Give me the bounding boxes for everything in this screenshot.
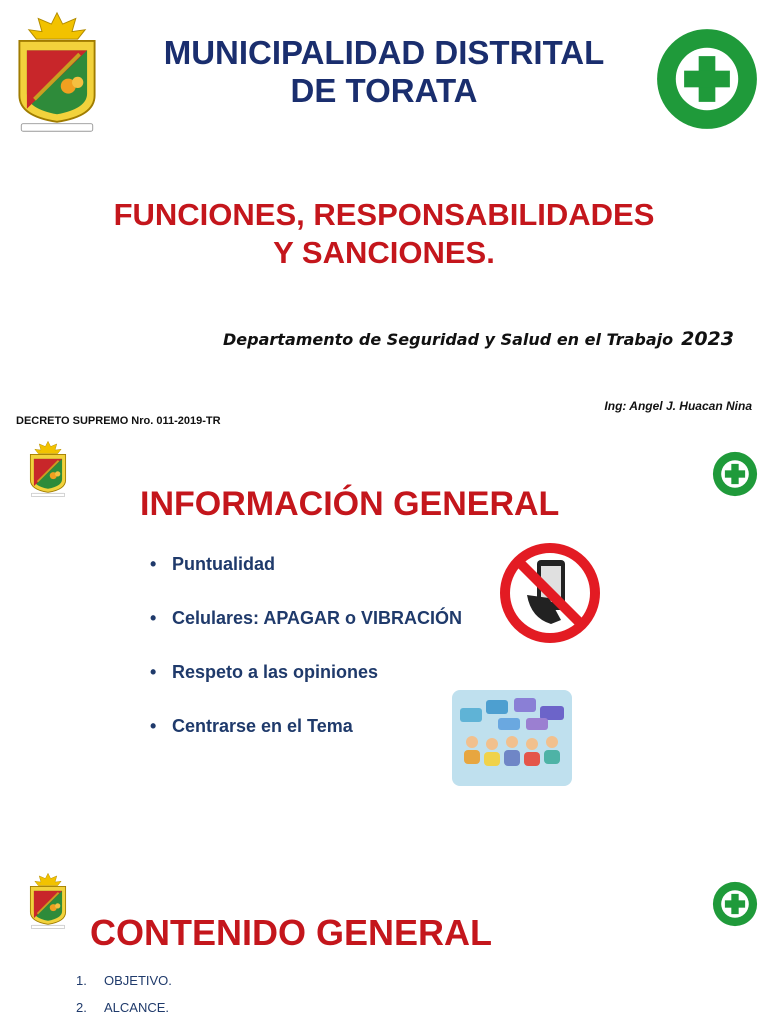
group-discussion-icon (452, 690, 572, 786)
section-heading: CONTENIDO GENERAL (90, 912, 493, 953)
department-line: Departamento de Seguridad y Salud en el Trabajo 2023 (223, 328, 734, 350)
safety-department-badge-logo (712, 446, 758, 502)
list-item: • Puntualidad (150, 554, 275, 574)
bullet-list (150, 550, 462, 766)
year: 2023 (681, 328, 734, 350)
list-item: 2. ALCANCE. (76, 1000, 170, 1015)
presentation-title: FUNCIONES, RESPONSABILIDADES Y SANCIONES. (113, 197, 655, 270)
slide-contents (0, 840, 768, 1024)
slide-general-info (0, 430, 768, 840)
list-item: • Respeto a las opiniones (150, 662, 379, 682)
decree-reference: DECRETO SUPREMO Nro. 011-2019-TR (16, 415, 221, 427)
engineer-name: Ing: Angel J. Huacan Nina (604, 399, 752, 413)
slide-title (0, 0, 768, 430)
list-item: • Celulares: APAGAR o VIBRACIÓN (150, 608, 463, 628)
municipal-crest-logo (26, 436, 70, 502)
section-heading: INFORMACIÓN GENERAL (140, 485, 560, 523)
list-item: 1. OBJETIVO. (76, 973, 172, 988)
no-phone-icon (497, 540, 603, 646)
organization-name: MUNICIPALIDAD DISTRITAL DE TORATA (163, 34, 605, 109)
municipal-crest-logo (26, 868, 70, 934)
contents-list (76, 973, 172, 1024)
safety-department-badge-logo (712, 876, 758, 932)
list-item: • Centrarse en el Tema (150, 716, 353, 736)
